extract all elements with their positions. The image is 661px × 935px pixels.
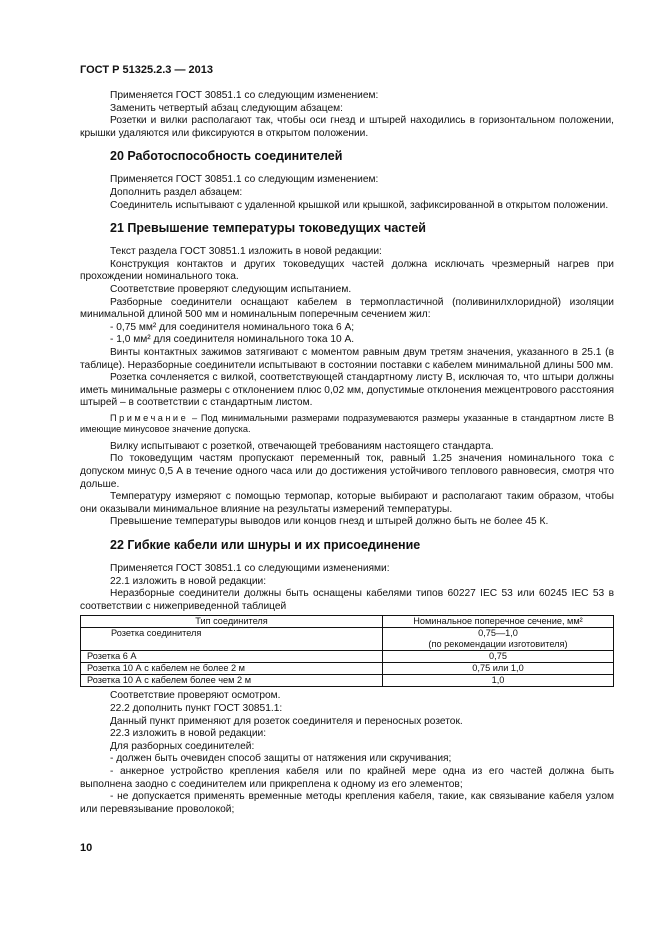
paragraph: 22.1 изложить в новой редакции: <box>110 575 267 587</box>
note <box>80 413 614 436</box>
paragraph: Винты контактных зажимов затягивают с моментом равным двум третям значения, указанного в 25.1 (в таблице). Неразборные соединители испытывают в состоянии поставки с кабелем минимальной длины 500 мм. <box>80 346 614 371</box>
paragraph: Текст раздела ГОСТ 30851.1 изложить в новой редакции: <box>110 246 382 258</box>
paragraph: Дополнить раздел абзацем: <box>110 186 243 198</box>
table-cell: Розетка 10 А с кабелем более чем 2 м <box>81 675 383 687</box>
paragraph: Данный пункт применяют для розеток соединителя и переносных розеток. <box>110 715 463 727</box>
paragraph: Применяется ГОСТ 30851.1 со следующим изменением: <box>110 90 379 101</box>
paragraph: Конструкция контактов и других токоведущих частей должна исключать чрезмерный нагрев при прохождении номинального тока. <box>80 258 614 283</box>
note-label: Примечание <box>110 412 189 423</box>
table-cell: Розетка 6 А <box>81 651 383 663</box>
paragraph: Температуру измеряют с помощью термопар, которые выбирают и располагают таким образом, чтобы они оказывали минимальное влияние на результаты измерений температуры. <box>80 491 614 515</box>
cable-table <box>80 615 614 687</box>
table-cell: 1,0 <box>383 675 614 687</box>
paragraph: 22.3 изложить в новой редакции: <box>110 728 267 740</box>
paragraph: Соответствие проверяют осмотром. <box>110 690 281 702</box>
list-item: - не допускается применять временные методы крепления кабеля, такие, как связывание кабеля узлом или перевязывание проволокой; <box>80 791 614 815</box>
table-header: Номинальное поперечное сечение, мм² <box>383 616 614 628</box>
paragraph: Неразборные соединители должны быть оснащены кабелями типов 60227 IEC 53 или 60245 IEC 53 в соответствии с нижеприведенной таблицей <box>80 588 614 612</box>
table-cell: Розетка 10 А с кабелем не более 2 м <box>81 663 383 675</box>
paragraph: Вилку испытывают с розеткой, отвечающей требованиям настоящего стандарта. <box>110 440 494 452</box>
table-cell <box>383 628 614 651</box>
section-21-title: 21 Превышение температуры токоведущих частей <box>110 221 426 236</box>
paragraph: Соединитель испытывают с удаленной крышкой или крышкой, зафиксированной в открытом положении. <box>110 199 609 211</box>
list-item: - должен быть очевиден способ защиты от натяжения или скручивания; <box>110 753 452 765</box>
paragraph: Соответствие проверяют следующим испытанием. <box>110 283 352 295</box>
table-row <box>81 663 614 675</box>
list-item: - анкерное устройство крепления кабеля или по крайней мере одна из его частей должна быть выполнена заодно с соединителем или прикреплена к одному из его элементов; <box>80 765 614 790</box>
table-cell: 0,75 или 1,0 <box>383 663 614 675</box>
paragraph: Заменить четвертый абзац следующим абзацем: <box>110 102 344 114</box>
document-header: ГОСТ Р 51325.2.3 — 2013 <box>80 64 214 76</box>
table-cell-note: (по рекомендации изготовителя) <box>428 639 568 650</box>
list-item: - 0,75 мм² для соединителя номинального тока 6 А; <box>110 321 355 333</box>
document-body <box>80 90 614 816</box>
table-header: Тип соединителя <box>81 616 383 628</box>
paragraph: 22.2 дополнить пункт ГОСТ 30851.1: <box>110 703 283 714</box>
paragraph: Для разборных соединителей: <box>110 740 255 752</box>
paragraph: Розетки и вилки располагают так, чтобы оси гнезд и штырей находились в горизонтальном положении, крышки удаляются или фиксируются в открытом положении. <box>80 115 614 139</box>
paragraph: По токоведущим частям пропускают переменный ток, равный 1.25 значения номинального тока с допуском минус 0,5 А в течение одного часа или до достижения устойчивого теплового равновесия, смотря что дольше. <box>80 453 614 490</box>
paragraph: Разборные соединители оснащают кабелем в термопластичной (поливинилхлоридной) изоляции минимальной длиной 500 мм и номинальным поперечным сечением жил: <box>80 296 614 321</box>
table-row <box>81 675 614 687</box>
table-header-row <box>81 616 614 628</box>
paragraph: Розетка сочленяется с вилкой, соответствующей стандартному листу В, исключая то, что штыри должны иметь минимальные размеры с отклонением плюс 0,02 мм, допустимые отклонения межцентрового расстояния штырей – в соответствии с стандартным листом. <box>80 372 614 409</box>
section-20-title: 20 Работоспособность соединителей <box>110 149 343 164</box>
section-22-title: 22 Гибкие кабели или шнуры и их присоединение <box>110 538 421 553</box>
page-number: 10 <box>80 842 93 854</box>
table-row <box>81 651 614 663</box>
table-cell: 0,75 <box>383 651 614 663</box>
paragraph: Применяется ГОСТ 30851.1 со следующим изменением: <box>110 174 379 186</box>
table-row <box>81 628 614 651</box>
paragraph: Применяется ГОСТ 30851.1 со следующими изменениями: <box>110 563 390 575</box>
table-cell-value: 0,75—1,0 <box>478 628 518 639</box>
paragraph: Превышение температуры выводов или концов гнезд и штырей должно быть не более 45 К. <box>110 516 549 528</box>
note-text: – Под минимальными размерами подразумеваются размеры указанные в стандартном листе В имеющие минусовое значение допуска. <box>80 412 614 435</box>
list-item: - 1,0 мм² для соединителя номинального тока 10 А. <box>110 334 355 346</box>
table-cell: Розетка соединителя <box>81 628 383 651</box>
